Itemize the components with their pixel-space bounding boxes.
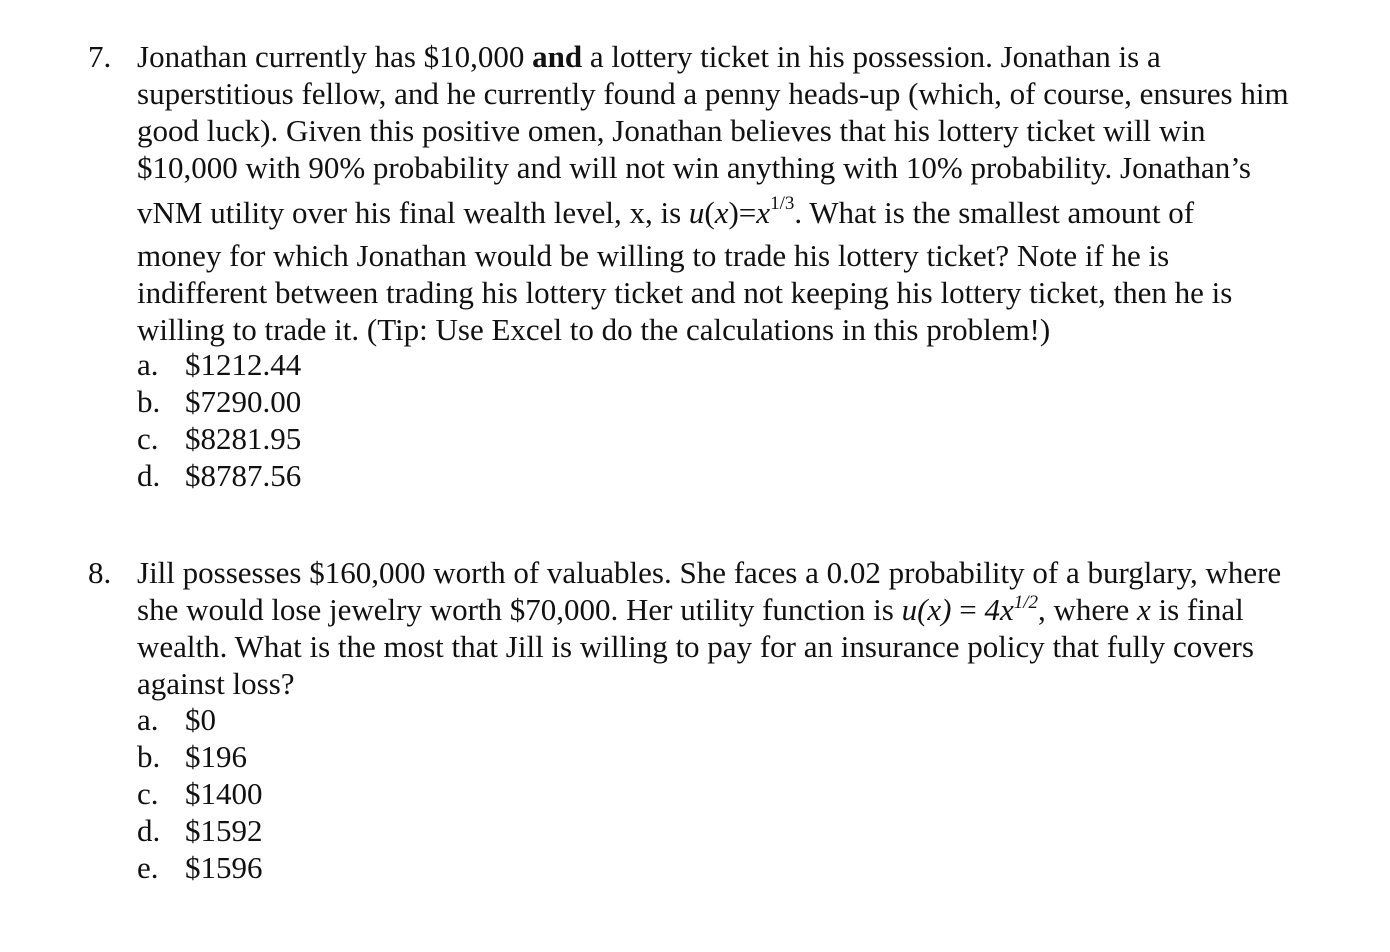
question-text-line: good luck). Given this positive omen, Jonathan believes that his lottery ticket will win [137, 113, 1206, 148]
question-text-line: $10,000 with 90% probability and will not win anything with 10% probability. Jonathan’s [137, 150, 1251, 185]
question-number: 7. [88, 39, 112, 74]
answer-option[interactable]: a. $1212.44 [137, 347, 302, 382]
answer-option[interactable]: a. $0 [137, 702, 216, 737]
answer-option[interactable]: b. $196 [137, 739, 247, 774]
answer-option[interactable]: d. $1592 [137, 813, 263, 848]
question-text-line: willing to trade it. (Tip: Use Excel to do the calculations in this problem!) [137, 312, 1051, 347]
question-text-line: against loss? [137, 666, 295, 701]
utility-function: u [688, 195, 705, 230]
question-text-line: indifferent between trading his lottery ticket and not keeping his lottery ticket, then he is [137, 275, 1233, 310]
answer-option[interactable]: c. $1400 [137, 776, 263, 811]
answer-option[interactable]: e. $1596 [137, 850, 263, 885]
question-text-line: wealth. What is the most that Jill is willing to pay for an insurance policy that fully covers [137, 629, 1254, 664]
bold-word: and [532, 39, 583, 74]
question-text-line: Jonathan currently has $10,000 and a lottery ticket in his possession. Jonathan is a [137, 39, 1161, 74]
utility-function: u(x) [901, 592, 952, 627]
exponent: 1/2 [1013, 592, 1038, 613]
question-text-line: money for which Jonathan would be willing to trade his lottery ticket? Note if he is [137, 238, 1170, 273]
question-text-line: vNM utility over his final wealth level, x, is $u(x)=x^{1/3}$. What is the smallest amount of [137, 193, 1195, 230]
question-text-line: Jill possesses $160,000 worth of valuables. She faces a 0.02 probability of a burglary, where [137, 555, 1282, 590]
answer-option[interactable]: d. $8787.56 [137, 458, 302, 493]
question-text-line: superstitious fellow, and he currently found a penny heads-up (which, of course, ensures him [137, 76, 1289, 111]
answer-option[interactable]: b. $7290.00 [137, 384, 302, 419]
question-text-line: she would lose jewelry worth $70,000. Her utility function is $u(x) = 4x^{1/2}$, where x is final [137, 592, 1244, 627]
exponent: 1/3 [770, 193, 795, 214]
answer-option[interactable]: c. $8281.95 [137, 421, 302, 456]
question-number: 8. [88, 555, 112, 590]
